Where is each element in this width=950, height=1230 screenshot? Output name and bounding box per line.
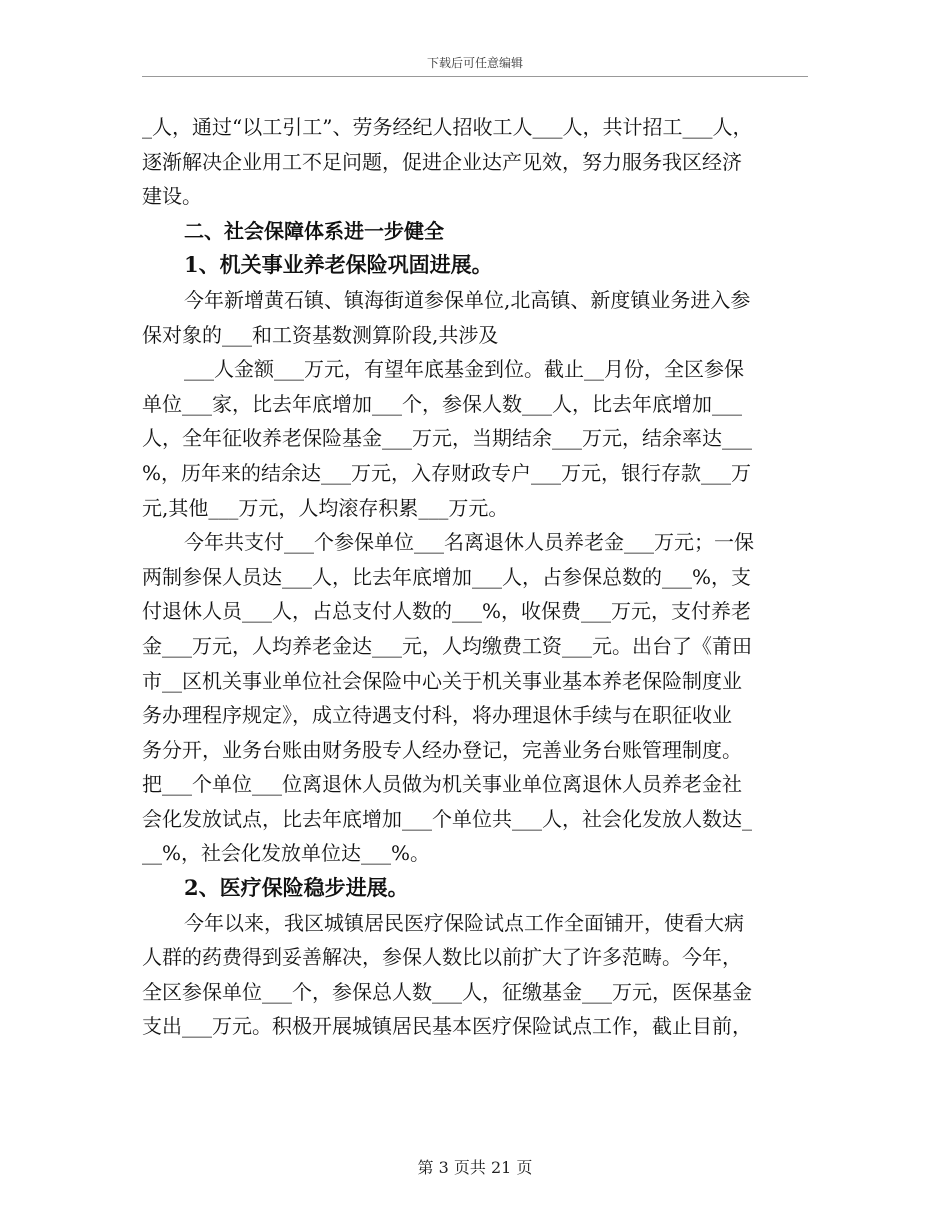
text-line: 把___个单位___位离退休人员做为机关事业单位离退休人员养老金社 — [142, 772, 742, 797]
header-divider — [142, 76, 808, 77]
text-line: 今年以来，我区城镇居民医疗保险试点工作全面铺开，使看大病 — [184, 910, 744, 935]
text-line: 会化发放试点，比去年底增加___个单位共___人，社会化发放人数达_ — [142, 806, 752, 831]
text-line: 今年共支付___个参保单位___名离退休人员养老金___万元；一保 — [184, 530, 754, 555]
text-line: 两制参保人员达___人，比去年底增加___人，占参保总数的___%，支 — [142, 564, 752, 589]
text-line: 人群的药费得到妥善解决，参保人数比以前扩大了许多范畴。今年， — [142, 945, 742, 970]
text-line: 务分开，业务台账由财务股专人经办登记，完善业务台账管理制度。 — [142, 737, 742, 762]
text-line: __%，社会化发放单位达___%。 — [142, 841, 431, 866]
text-line: 单位___家，比去年底增加___个，参保人数___人，比去年底增加___ — [142, 391, 742, 416]
text-line: 全区参保单位___个，参保总人数___人，征缴基金___万元，医保基金 — [142, 979, 752, 1004]
page-footer: 第 3 页共 21 页 — [417, 1158, 533, 1177]
text-line: 付退休人员___人，占总支付人数的___%，收保费___万元，支付养老 — [142, 599, 752, 624]
section-heading: 1、机关事业养老保险巩固进展。 — [184, 252, 493, 278]
text-line: 保对象的___和工资基数测算阶段,共涉及 — [142, 322, 499, 347]
text-line: ___人金额___万元，有望年底基金到位。截止__月份，全区参保 — [184, 357, 744, 382]
document-body — [142, 110, 808, 1044]
section-heading: 二、社会保障体系进一步健全 — [184, 218, 444, 243]
text-line: 人，全年征收养老保险基金___万元，当期结余___万元，结余率达___ — [142, 426, 752, 451]
text-line: _人，通过“以工引工”、劳务经纪人招收工人___人，共计招工___人， — [142, 115, 753, 139]
text-line: 逐渐解决企业用工不足问题，促进企业达产见效，努力服务我区经济 — [142, 149, 742, 174]
text-line: 金___万元，人均养老金达___元，人均缴费工资___元。出台了《莆田 — [142, 633, 752, 658]
text-line: %，历年来的结余达___万元，入存财政专户___万元，银行存款___万 — [142, 460, 752, 485]
text-line: 支出___万元。积极开展城镇居民基本医疗保险试点工作，截止目前， — [142, 1014, 752, 1039]
page-header: 下载后可任意编辑 — [426, 56, 523, 70]
text-line: 今年新增黄石镇、镇海街道参保单位,北高镇、新度镇业务进入参 — [184, 287, 751, 312]
text-line: 市__区机关事业单位社会保险中心关于机关事业基本养老保险制度业 — [142, 668, 742, 693]
text-line: 务办理程序规定》，成立待遇支付科，将办理退休手续与在职征收业 — [142, 703, 732, 728]
section-heading: 2、医疗保险稳步进展。 — [184, 875, 409, 901]
text-line: 建设。 — [142, 184, 202, 209]
text-line: 元,其他___万元，人均滚存积累___万元。 — [142, 495, 509, 520]
